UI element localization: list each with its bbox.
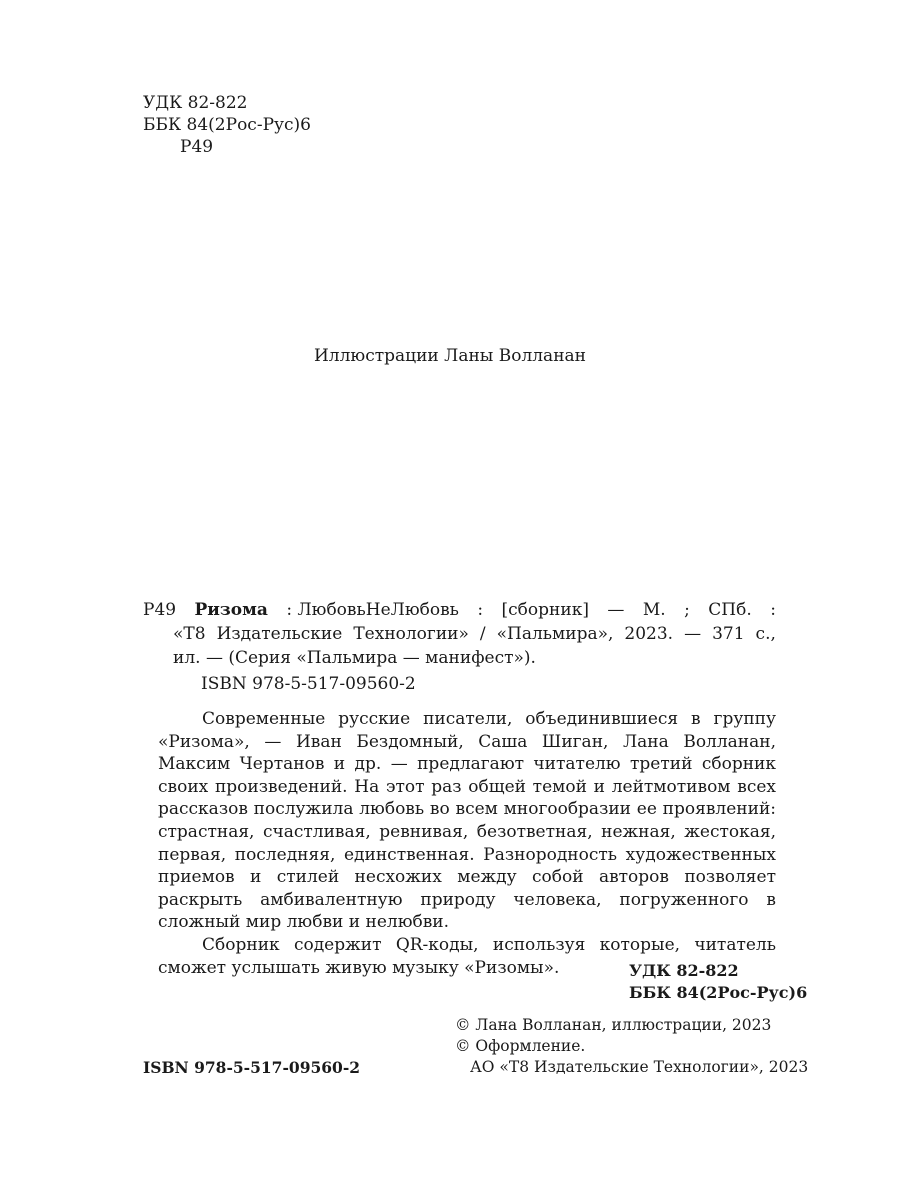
bib-word: : xyxy=(770,600,776,620)
bib-line-1 xyxy=(143,598,776,622)
bib-word: 371 xyxy=(712,624,745,644)
bib-word: «Пальмира», xyxy=(496,624,614,644)
annotation xyxy=(143,708,776,979)
bib-isbn: ISBN 978-5-517-09560-2 xyxy=(201,674,416,694)
illustrations-credit: Иллюстрации Ланы Волланан xyxy=(313,346,586,366)
annotation-paragraph-2: Сборник содержит QR-коды, используя которые, читатель сможет услышать живую музыку «Ризомы». xyxy=(158,934,776,978)
annotation-paragraph-1: Современные русские писатели, объединившиеся в группу «Ризома», — Иван Бездомный, Саша Шиган, Лана Волланан, Максим Чертанов и др. — предлагают читателю третий сборник своих произведений. На этот раз общей темой и лейтмотивом всех рассказов послужила любовь во всем многообразии ее проявлений: страстная, счастливая, ревнивая, безответная, нежная, жестокая, первая, последняя, единственная. Разнородность художественных приемов и стилей несхожих между собой авторов позволяет раскрыть амбивалентную природу человека, погруженного в сложный мир любви и нелюбви. xyxy=(158,709,776,933)
bib-word: с., xyxy=(755,624,776,644)
bib-word: М. xyxy=(642,600,666,620)
bib-word: [сборник] xyxy=(501,600,589,620)
author-sign: Р49 xyxy=(180,137,214,157)
bbk-code: ББК 84(2Рос-Рус)6 xyxy=(143,115,311,135)
bib-word: ; xyxy=(684,600,690,620)
copyright-publisher: АО «Т8 Издательские Технологии», 2023 xyxy=(470,1058,809,1076)
copyright-illustrations: © Лана Волланан, иллюстрации, 2023 xyxy=(455,1016,772,1034)
bib-word: : xyxy=(477,600,484,620)
bib-word: / xyxy=(479,624,486,644)
bbk-code-bottom: ББК 84(2Рос-Рус)6 xyxy=(629,983,808,1002)
udk-code-bottom: УДК 82-822 xyxy=(629,961,739,980)
bib-word: Технологии» xyxy=(353,624,469,644)
copyright-block xyxy=(455,1015,808,1078)
bib-word: : ЛюбовьНеЛюбовь xyxy=(286,600,459,620)
udk-code: УДК 82-822 xyxy=(143,93,248,113)
copyright-design: © Оформление. xyxy=(455,1037,586,1055)
bib-line-3: ил. — (Серия «Пальмира — манифест»). xyxy=(173,648,536,668)
bib-word: 2023. xyxy=(624,624,674,644)
bibliographic-record xyxy=(143,598,776,696)
isbn-bottom: ISBN 978-5-517-09560-2 xyxy=(143,1058,361,1077)
bib-word: Издательские xyxy=(216,624,343,644)
bib-word: «Т8 xyxy=(173,624,206,644)
bib-title: Ризома xyxy=(194,600,268,620)
bib-word: СПб. xyxy=(708,600,752,620)
top-classification-codes xyxy=(143,92,311,158)
bottom-classification-codes xyxy=(629,960,807,1004)
bib-code: Р49 xyxy=(143,600,177,620)
bib-word: — xyxy=(684,624,702,644)
bib-word: — xyxy=(607,600,625,620)
bib-line-2 xyxy=(143,622,776,646)
